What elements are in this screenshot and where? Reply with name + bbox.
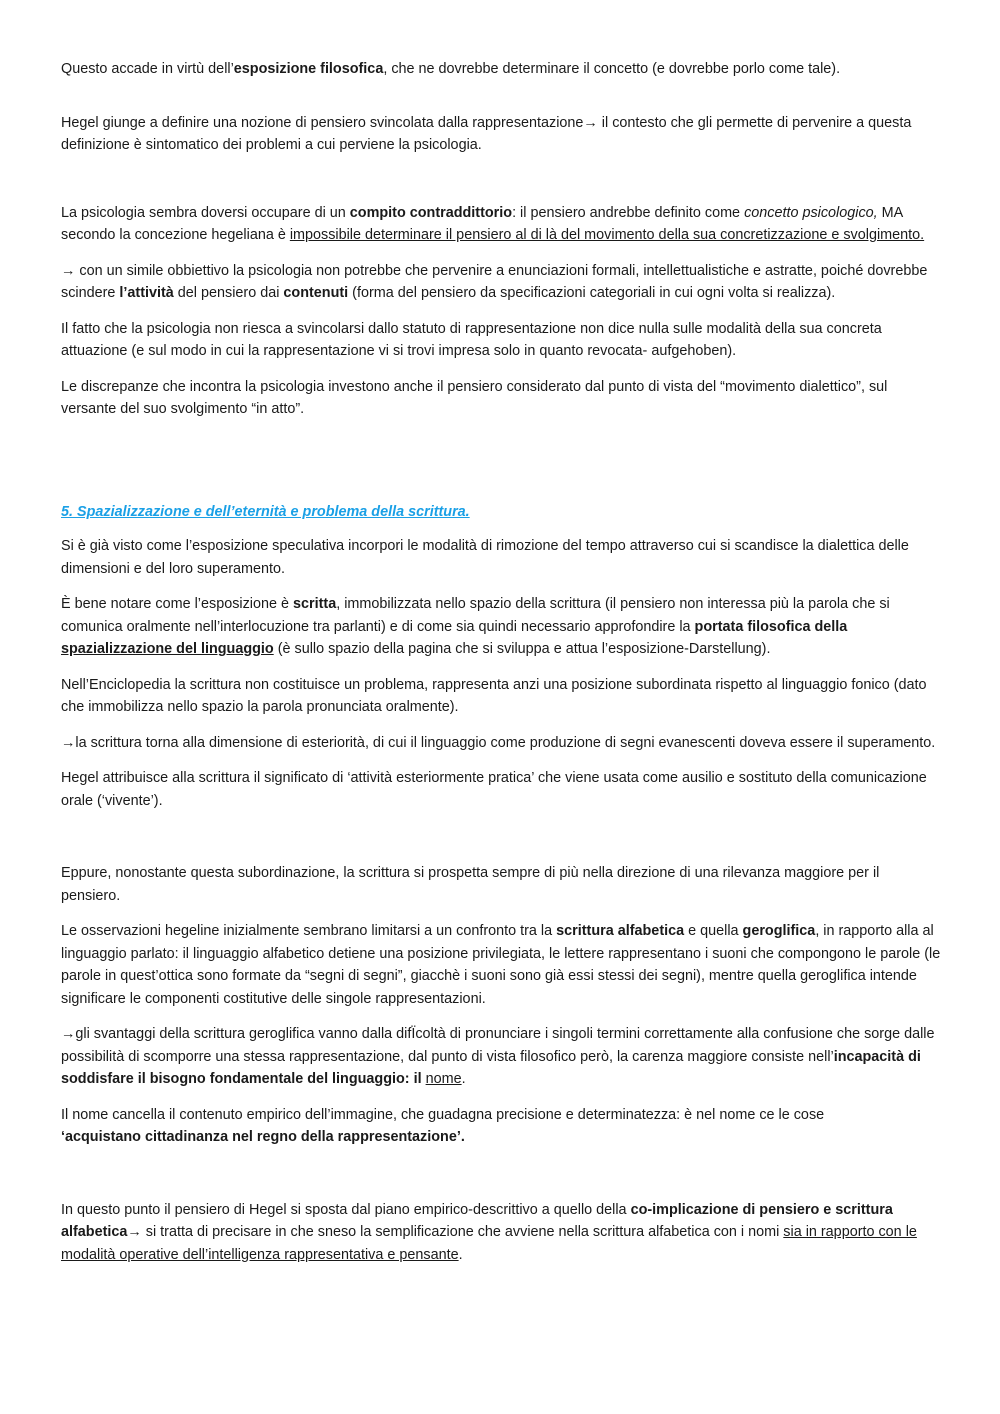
paragraph-8: È bene notare come l’esposizione è scritta, immobilizzata nello spazio della scrittura (il pensiero non interessa più la parola che si comunica oralmente nell’interlocuzione tra parlanti) e di come sia quindi necessario approfondire la portata filosofica della spazializzazione del linguaggio (è sullo spazio della pagina che si sviluppa e attua l’esposizione-Darstellung). [61,596,890,657]
paragraph-6: Le discrepanze che incontra la psicologia investono anche il pensiero considerato dal punto di vista del “movimento dialettico”, sul versante del suo svolgimento “in atto”. [61,378,888,417]
paragraph-12: Eppure, nonostante questa subordinazione, la scrittura si prospetta sempre di più nella direzione di una rilevanza maggiore per il pensiero. [61,865,880,904]
paragraph-10: →la scrittura torna alla dimensione di esteriorità, di cui il linguaggio come produzione di segni evanescenti doveva essere il superamento. [61,734,936,751]
paragraph-2: Hegel giunge a definire una nozione di pensiero svincolata dalla rappresentazione→ il contesto che gli permette di pervenire a questa definizione è sintomatico dei problemi a cui perviene la psicologia. [61,114,912,153]
paragraph-4: → con un simile obbiettivo la psicologia non potrebbe che pervenire a enunciazioni formali, intellettualistiche e astratte, poiché dovrebbe scindere l’attività del pensiero dai contenuti (forma del pensiero da specificazioni categoriali in cui ogni volta si realizza). [61,262,928,301]
paragraph-3: La psicologia sembra doversi occupare di un compito contraddittorio: il pensiero andrebbe definito come concetto psicologico, MA secondo la concezione hegeliana è impossibile determinare il pensiero al di là del movimento della sua concretizzazione e svolgimento. [61,204,925,243]
paragraph-5: Il fatto che la psicologia non riesca a svincolarsi dallo statuto di rappresentazione non dice nulla sulle modalità della sua concreta attuazione (e sul modo in cui la rappresentazione vi si trovi impresa solo in quanto revocata- aufgehoben). [61,320,882,359]
paragraph-13: Le osservazioni hegeline inizialmente sembrano limitarsi a un confronto tra la scrittura alfabetica e quella geroglifica, in rapporto alla al linguaggio parlato: il linguaggio alfabetico detiene una posizione privilegiata, le lettere rappresentano i suoni che compongono le parole (le parole in quest’ottica sono formate da “segni di segni”, giacchè i suoni sono già essi stessi dei segni), mentre quella geroglifica intende significare le componenti costitutive delle singole rappresentazioni. [61,923,941,1007]
paragraph-16: In questo punto il pensiero di Hegel si sposta dal piano empirico-descrittivo a quello della co-implicazione di pensiero e scrittura alfabetica→ si tratta di precisare in che sneso la semplificazione che avviene nella scrittura alfabetica con i nomi sia in rapporto con le modalità operative dell’intelligenza rappresentativa e pensante. [61,1201,917,1263]
paragraph-9: Nell’Enciclopedia la scrittura non costituisce un problema, rappresenta anzi una posizione subordinata rispetto al linguaggio fonico (dato che immobilizza nello spazio la parola pronunciata oralmente). [61,676,927,715]
paragraph-7: Si è già visto come l’esposizione speculativa incorpori le modalità di rimozione del tempo attraverso cui si scandisce la dialettica delle dimensioni e del loro superamento. [61,538,909,577]
paragraph-14: →gli svantaggi della scrittura geroglifica vanno dalla difÏcoltà di pronunciare i singoli termini correttamente alla confusione che sorge dalle possibilità di scomporre una stessa rappresentazione, dal punto di vista filosofico però, la carenza maggiore consiste nell’incapacità di soddisfare il bisogno fondamentale del linguaggio: il nome. [61,1026,935,1087]
paragraph-11: Hegel attribuisce alla scrittura il significato di ‘attività esteriormente pratica’ che viene usata come ausilio e sostituto della comunicazione orale (‘vivente’). [61,770,927,809]
section-heading: 5. Spazializzazione e dell’eternità e problema della scrittura. [61,503,470,520]
paragraph-1: Questo accade in virtù dell’esposizione filosofica, che ne dovrebbe determinare il concetto (e dovrebbe porlo come tale). [61,61,841,77]
paragraph-15: Il nome cancella il contenuto empirico dell’immagine, che guadagna precisione e determinatezza: è nel nome ce le cose ‘acquistano cittadinanza nel regno della rappresentazione’. [61,1106,825,1145]
document-page [61,58,941,1279]
